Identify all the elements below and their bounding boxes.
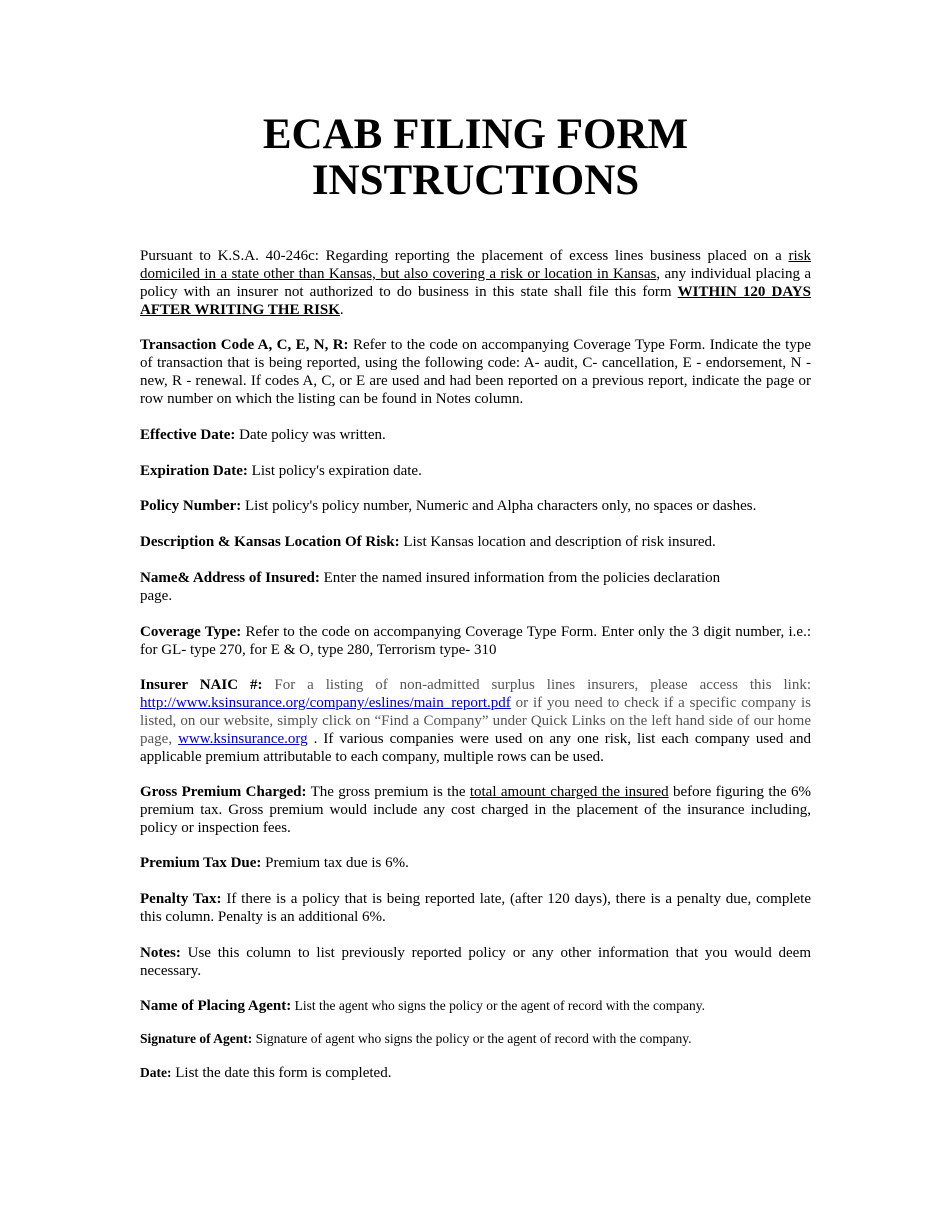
signature-label: Signature of Agent: xyxy=(140,1031,253,1046)
coverage-type-paragraph xyxy=(140,623,811,659)
effective-date-text: Date policy was written. xyxy=(235,427,386,443)
name-address-paragraph xyxy=(140,569,811,605)
date-text: List the date this form is completed. xyxy=(171,1065,392,1081)
coverage-type-label: Coverage Type: xyxy=(140,624,242,640)
effective-date-paragraph xyxy=(140,426,811,444)
placing-agent-label: Name of Placing Agent: xyxy=(140,998,292,1014)
gross-premium-underlined: total amount charged the insured xyxy=(469,784,669,800)
policy-number-label: Policy Number: xyxy=(140,498,242,514)
description-label: Description & Kansas Location Of Risk: xyxy=(140,534,400,550)
expiration-date-label: Expiration Date: xyxy=(140,463,248,479)
intro-underlined: risk domiciled in a state other than Kansas, but also covering a risk or location in Kansas xyxy=(140,248,811,282)
name-address-label: Name& Address of Insured: xyxy=(140,570,320,586)
effective-date-label: Effective Date: xyxy=(140,427,236,443)
intro-paragraph xyxy=(140,247,811,319)
transaction-code-label: Transaction Code A, C, E, N, R: xyxy=(140,337,349,353)
notes-text: Use this column to list previously reported policy or any other information that you would deem necessary. xyxy=(140,945,811,979)
gross-premium-text-1: The gross premium is the xyxy=(306,784,470,800)
policy-number-text: List policy's policy number, Numeric and Alpha characters only, no spaces or dashes. xyxy=(241,498,757,514)
coverage-type-text: Refer to the code on accompanying Coverage Type Form. Enter only the 3 digit number, i.e.: for GL- type 270, for E & O, type 280, Terrorism type- 310 xyxy=(140,624,812,658)
penalty-tax-text: If there is a policy that is being reported late, (after 120 days), there is a penalty due, complete this column. Penalty is an additional 6%. xyxy=(140,891,811,925)
notes-paragraph xyxy=(140,944,811,980)
premium-tax-paragraph xyxy=(140,854,811,872)
penalty-tax-label: Penalty Tax: xyxy=(140,891,222,907)
title-line-2: INSTRUCTIONS xyxy=(311,157,640,204)
title-line-1: ECAB FILING FORM xyxy=(262,111,689,158)
insurer-naic-text-1: For a listing of non-admitted surplus lines insurers, please access this link: xyxy=(262,677,811,693)
notes-label: Notes: xyxy=(140,945,181,961)
expiration-date-paragraph xyxy=(140,462,811,480)
transaction-code-text: Refer to the code on accompanying Coverage Type Form. Indicate the type of transaction that is being reported, using the following code: A- audit, C- cancellation, E - endorsement, N - new, R - renewal. If codes A, C, or E are used and had been reported on a previous report, indicate the page or row number on which the listing can be found in Notes column. xyxy=(140,337,811,407)
intro-end: . xyxy=(339,302,344,318)
intro-text-2: , any individual placing a policy with an insurer not authorized to do business in this state shall file this form xyxy=(140,266,811,300)
gross-premium-label: Gross Premium Charged: xyxy=(140,784,307,800)
premium-tax-label: Premium Tax Due: xyxy=(140,855,262,871)
date-paragraph xyxy=(140,1064,811,1082)
document-title xyxy=(140,112,811,204)
transaction-code-paragraph xyxy=(140,336,811,408)
main-report-link[interactable]: http://www.ksinsurance.org/company/eslines/main_report.pdf xyxy=(140,695,511,711)
ksinsurance-website-link[interactable]: www.ksinsurance.org xyxy=(178,731,308,747)
description-text: List Kansas location and description of risk insured. xyxy=(399,534,716,550)
description-paragraph xyxy=(140,533,811,551)
penalty-tax-paragraph xyxy=(140,890,811,926)
gross-premium-paragraph xyxy=(140,783,811,837)
intro-text-1: Pursuant to K.S.A. 40-246c: Regarding reporting the placement of excess lines business placed on a xyxy=(140,248,789,264)
date-label: Date: xyxy=(140,1065,172,1080)
insurer-naic-text-3: . If various companies were used on any one risk, list each company used and applicable premium attributable to each company, multiple rows can be used. xyxy=(140,731,811,765)
placing-agent-paragraph xyxy=(140,997,811,1015)
name-address-text-1: Enter the named insured information from the policies declaration xyxy=(319,570,721,586)
policy-number-paragraph xyxy=(140,497,811,515)
placing-agent-text: List the agent who signs the policy or the agent of record with the company. xyxy=(291,998,706,1013)
insurer-naic-label: Insurer NAIC #: xyxy=(140,677,263,693)
signature-paragraph xyxy=(140,1030,811,1048)
insurer-naic-paragraph xyxy=(140,676,811,766)
insurer-naic-text-2: or if you need to check if a specific company is listed, on our website, simply click on “Find a Company” under Quick Links on the left hand side of our home page, xyxy=(140,695,811,747)
intro-emphasis: WITHIN 120 DAYS AFTER WRITING THE RISK xyxy=(140,284,811,318)
name-address-text-2: page. xyxy=(140,588,173,604)
signature-text: Signature of agent who signs the policy or the agent of record with the company. xyxy=(252,1031,692,1046)
premium-tax-text: Premium tax due is 6%. xyxy=(261,855,409,871)
gross-premium-text-2: before figuring the 6% premium tax. Gross premium would include any cost charged in the placement of the insurance including, policy or inspection fees. xyxy=(140,784,811,836)
expiration-date-text: List policy's expiration date. xyxy=(247,463,422,479)
